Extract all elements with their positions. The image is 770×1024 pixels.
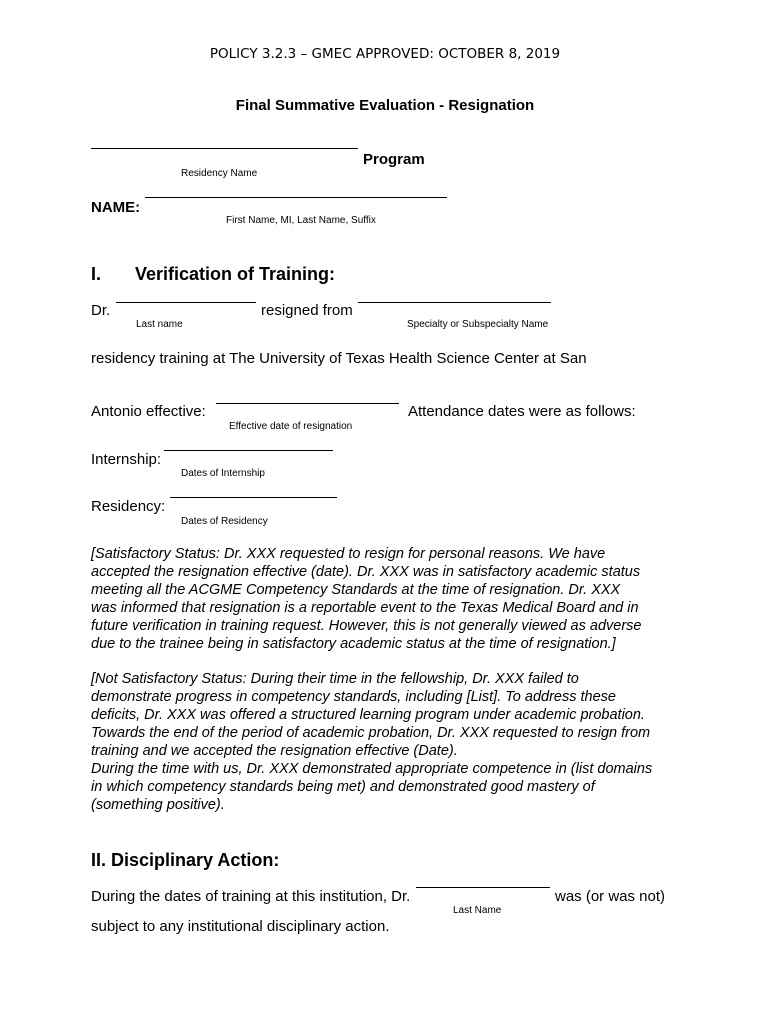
program-label: Program <box>363 151 425 168</box>
paragraph-line: due to the trainee being in satisfactory academic status at the time of resignation.] <box>91 636 616 652</box>
effective-date-caption: Effective date of resignation <box>229 421 353 432</box>
section-1-number: I. <box>91 264 102 284</box>
last-name-caption: Last name <box>136 319 183 330</box>
dr-prefix: Dr. <box>91 302 111 319</box>
residency-dates-field[interactable] <box>170 497 337 498</box>
paragraph-line: demonstrate progress in competency standards, including [List]. To address these <box>91 689 616 705</box>
effective-date-field[interactable] <box>216 403 399 404</box>
last-name-field[interactable] <box>116 302 256 303</box>
specialty-caption: Specialty or Subspecialty Name <box>407 319 549 330</box>
section-1-heading: Verification of Training: <box>135 264 336 284</box>
paragraph-line: was informed that resignation is a reportable event to the Texas Medical Board and in <box>91 600 639 616</box>
residency-training-text: residency training at The University of Texas Health Science Center at San <box>91 350 587 367</box>
residency-name-caption: Residency Name <box>181 168 258 179</box>
satisfactory-status-paragraph <box>91 545 691 653</box>
paragraph-line: During the time with us, Dr. XXX demonstrated appropriate competence in (list domains <box>91 761 653 777</box>
resigned-from-text: resigned from <box>261 302 353 319</box>
disciplinary-last-name-caption: Last Name <box>453 905 502 916</box>
paragraph-line: accepted the resignation effective (date). Dr. XXX was in satisfactory academic status <box>91 564 641 580</box>
attendance-text: Attendance dates were as follows: <box>408 403 636 420</box>
disciplinary-line-prefix: During the dates of training at this institution, Dr. <box>91 888 411 905</box>
paragraph-line: [Satisfactory Status: Dr. XXX requested to resign for personal reasons. We have <box>91 546 606 562</box>
document-title: Final Summative Evaluation - Resignation <box>235 97 535 114</box>
disciplinary-line-suffix: was (or was not) <box>555 888 666 905</box>
paragraph-line: meeting all the ACGME Competency Standards at the time of resignation. Dr. XXX <box>91 582 621 598</box>
internship-dates-field[interactable] <box>164 450 333 451</box>
paragraph-line: Towards the end of the period of academic probation, Dr. XXX requested to resign from <box>91 725 651 741</box>
paragraph-line: (something positive). <box>91 797 225 813</box>
not-satisfactory-status-paragraph <box>91 670 691 814</box>
paragraph-line: [Not Satisfactory Status: During their time in the fellowship, Dr. XXX failed to <box>91 671 579 687</box>
paragraph-line: future verification in training request. However, this is not generally viewed as adverse <box>91 618 642 634</box>
specialty-field[interactable] <box>358 302 551 303</box>
full-name-field[interactable] <box>145 197 447 198</box>
internship-caption: Dates of Internship <box>181 468 265 479</box>
residency-label: Residency: <box>91 498 166 515</box>
paragraph-line: training and we accepted the resignation effective (Date). <box>91 743 458 759</box>
name-label: NAME: <box>91 199 141 216</box>
internship-label: Internship: <box>91 451 162 468</box>
paragraph-line: in which competency standards being met) and demonstrated good mastery of <box>91 779 595 795</box>
residency-caption: Dates of Residency <box>181 516 268 527</box>
section-2-heading: II. Disciplinary Action: <box>91 850 280 870</box>
disciplinary-last-name-field[interactable] <box>416 887 550 888</box>
policy-header: POLICY 3.2.3 – GMEC APPROVED: OCTOBER 8, 2019 <box>209 46 561 62</box>
full-name-caption: First Name, MI, Last Name, Suffix <box>226 215 376 226</box>
paragraph-line: deficits, Dr. XXX was offered a structured learning program under academic probation. <box>91 707 645 723</box>
residency-name-field[interactable] <box>91 148 358 149</box>
disciplinary-line-2: subject to any institutional disciplinary action. <box>91 918 390 935</box>
antonio-effective-text: Antonio effective: <box>91 403 206 420</box>
